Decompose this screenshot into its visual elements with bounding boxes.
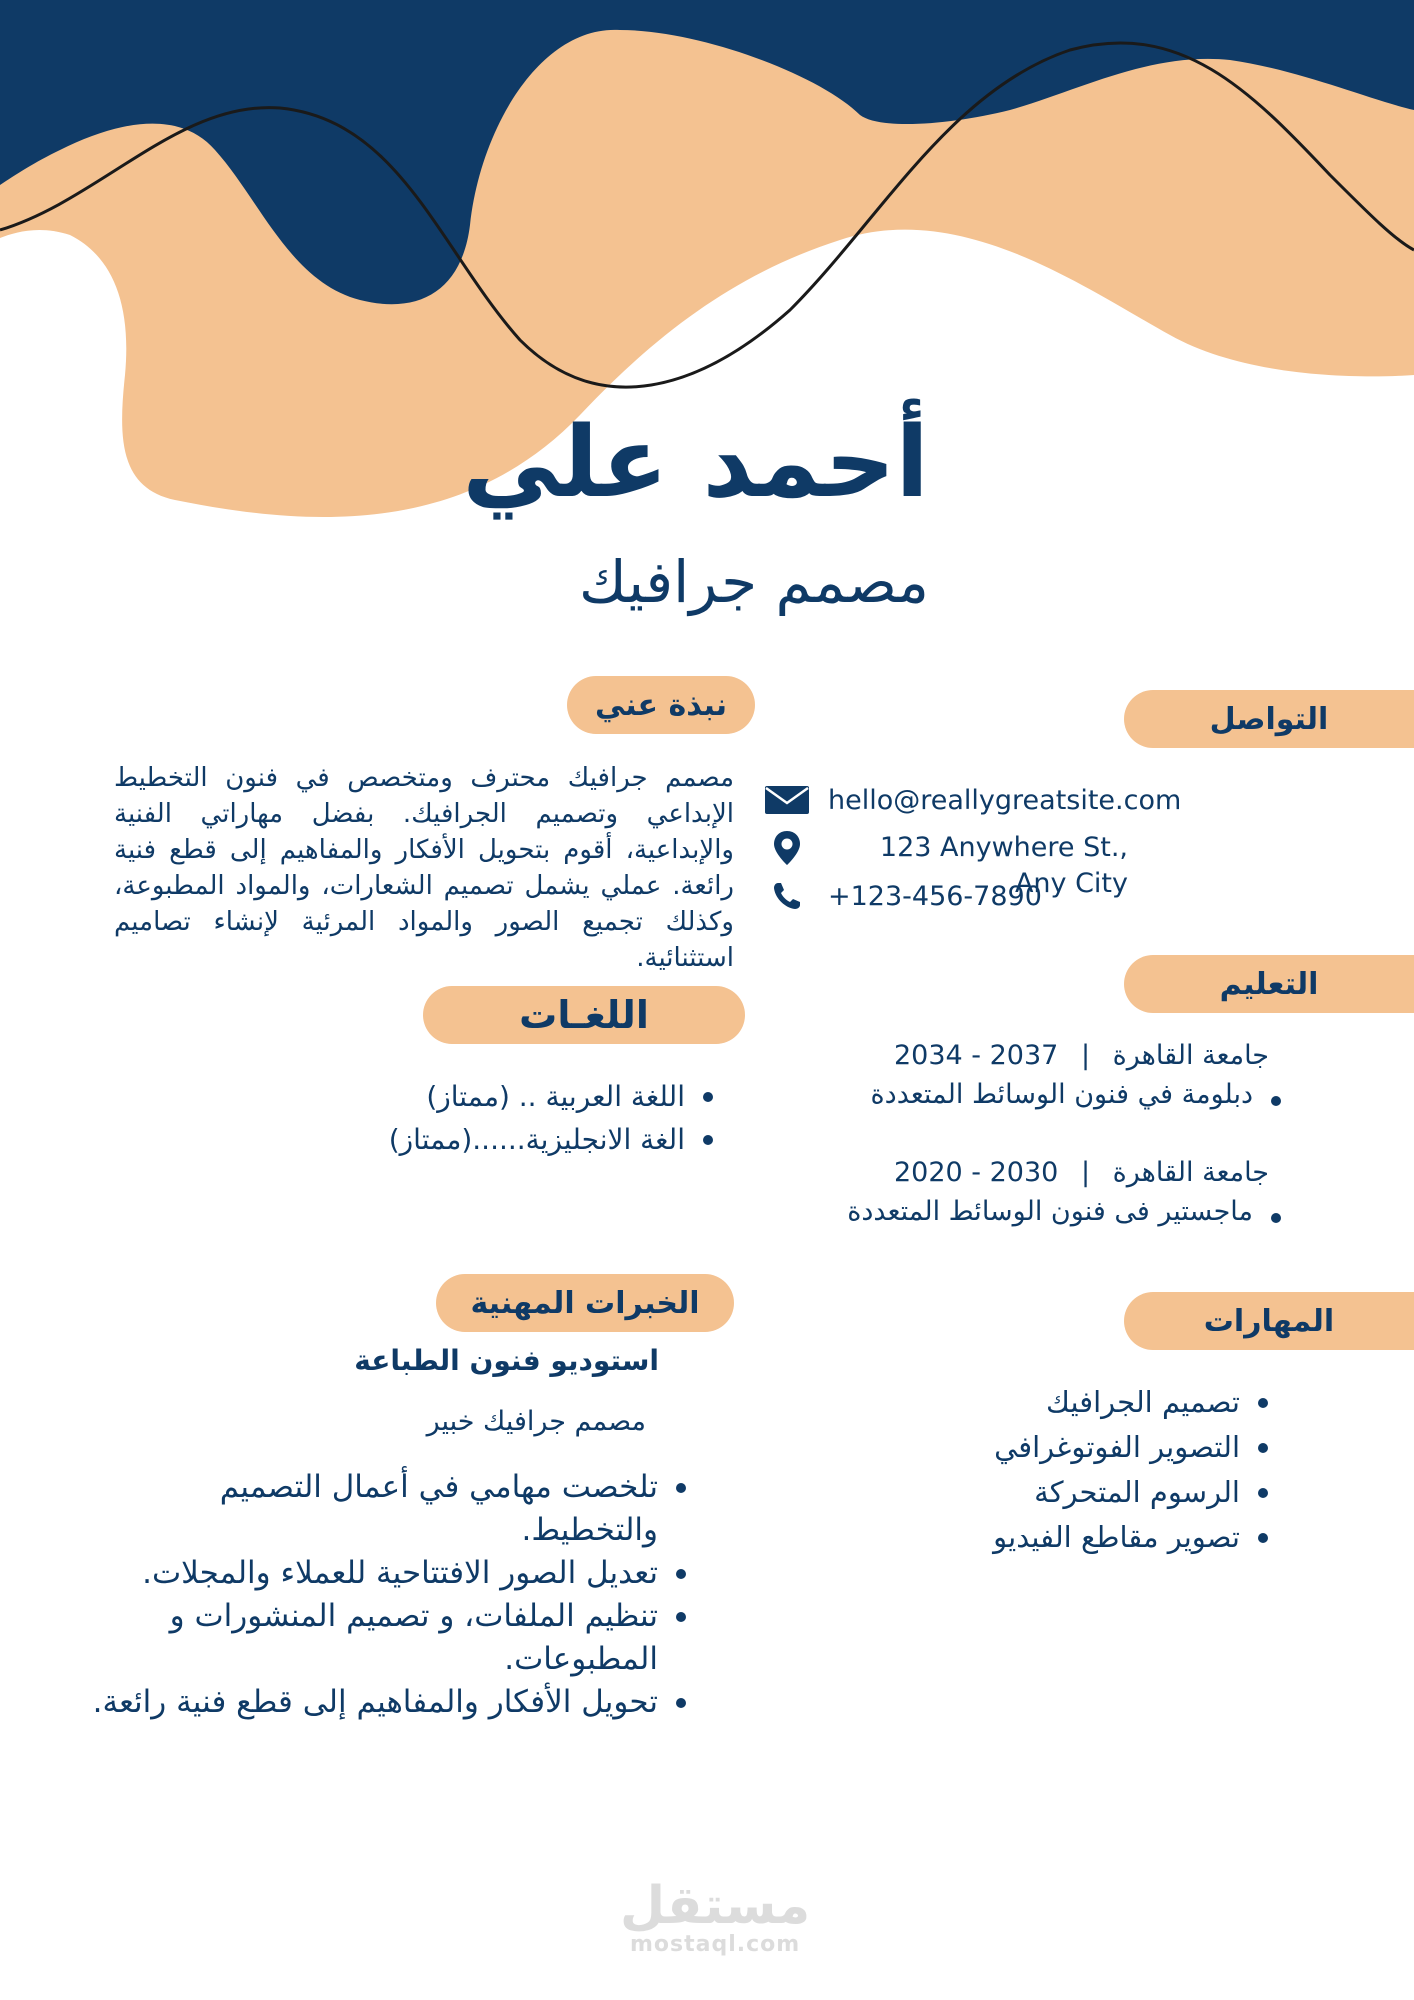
phone-icon <box>764 877 810 915</box>
education-school: جامعة القاهرة <box>1112 1157 1269 1188</box>
task-item: تعديل الصور الافتتاحية للعملاء والمجلات. <box>92 1552 692 1595</box>
task-item: تنظيم الملفات، و تصميم المنشورات و المطبوعات. <box>92 1595 692 1681</box>
language-item: اللغة العربية .. (ممتاز) <box>299 1075 719 1118</box>
education-entry-2 <box>669 1157 1269 1227</box>
contact-phone <box>764 876 1284 916</box>
about-text: مصمم جرافيك محترف ومتخصص في فنون التخطيط الإبداعي وتصميم الجرافيك. بفضل مهاراتي الفنية والإبداعية، أقوم بتحويل الأفكار والمفاهيم إلى قطع فنية رائعة. عملي يشمل تصميم الشعارات، والمواد المطبوعة، وكذلك تجميع الصور والمواد المرئية لإنشاء تصاميم استثنائية. <box>114 763 734 973</box>
experience-role: مصمم جرافيك خبير <box>426 1406 646 1437</box>
skill-item: تصميم الجرافيك <box>794 1380 1274 1425</box>
skill-item: التصوير الفوتوغرافي <box>794 1425 1274 1470</box>
languages-heading <box>423 986 745 1044</box>
experience-tasks <box>92 1466 692 1724</box>
mostaql-watermark <box>620 1876 811 1957</box>
address-text: 123 Anywhere St., Any City <box>879 832 1128 899</box>
about-heading <box>567 676 755 734</box>
task-item: تحويل الأفكار والمفاهيم إلى قطع فنية رائعة. <box>92 1681 692 1724</box>
education-years: 2034 - 2037 <box>894 1040 1059 1071</box>
watermark-latin: mostaql.com <box>629 1932 801 1957</box>
job-title: مصمم جرافيك <box>578 548 929 616</box>
education-entry-1 <box>669 1040 1269 1110</box>
skills-heading <box>1124 1292 1414 1350</box>
contact-heading-label: التواصل <box>1209 701 1329 737</box>
education-school-line: جامعة القاهرة | 2020 - 2030 <box>894 1157 1269 1188</box>
experience-company: استوديو فنون الطباعة <box>354 1344 659 1377</box>
contact-email <box>764 780 1284 820</box>
experience-heading <box>436 1274 734 1332</box>
person-name: أحمد علي <box>462 406 929 520</box>
education-degree: ماجستير فى فنون الوسائط المتعددة <box>669 1196 1287 1227</box>
envelope-icon <box>764 781 810 819</box>
education-school-line: جامعة القاهرة | 2034 - 2037 <box>894 1040 1269 1071</box>
email-text: hello@reallygreatsite.com <box>828 784 1182 816</box>
education-heading <box>1124 955 1414 1013</box>
phone-text: +123-456-7890 <box>828 880 1042 912</box>
about-heading-label: نبذة عني <box>594 687 728 723</box>
experience-heading-label: الخبرات المهنية <box>470 1285 700 1321</box>
skill-item: تصوير مقاطع الفيديو <box>794 1515 1274 1560</box>
skill-item: الرسوم المتحركة <box>794 1470 1274 1515</box>
education-heading-label: التعليم <box>1219 966 1319 1002</box>
languages-heading-label: اللغـات <box>519 993 649 1037</box>
skills-heading-label: المهارات <box>1203 1303 1335 1339</box>
task-item: تلخصت مهامي في أعمال التصميم والتخطيط. <box>92 1466 692 1552</box>
education-years: 2020 - 2030 <box>894 1157 1059 1188</box>
contact-heading <box>1124 690 1414 748</box>
languages-list <box>299 1075 719 1161</box>
location-pin-icon <box>764 829 810 867</box>
skills-list <box>794 1380 1274 1560</box>
contact-list <box>764 780 1284 916</box>
watermark-arabic: مستقل <box>620 1876 811 1936</box>
education-degree: دبلومة في فنون الوسائط المتعددة <box>669 1079 1287 1110</box>
language-item: الغة الانجليزية......(ممتاز) <box>299 1118 719 1161</box>
education-school: جامعة القاهرة <box>1112 1040 1269 1071</box>
